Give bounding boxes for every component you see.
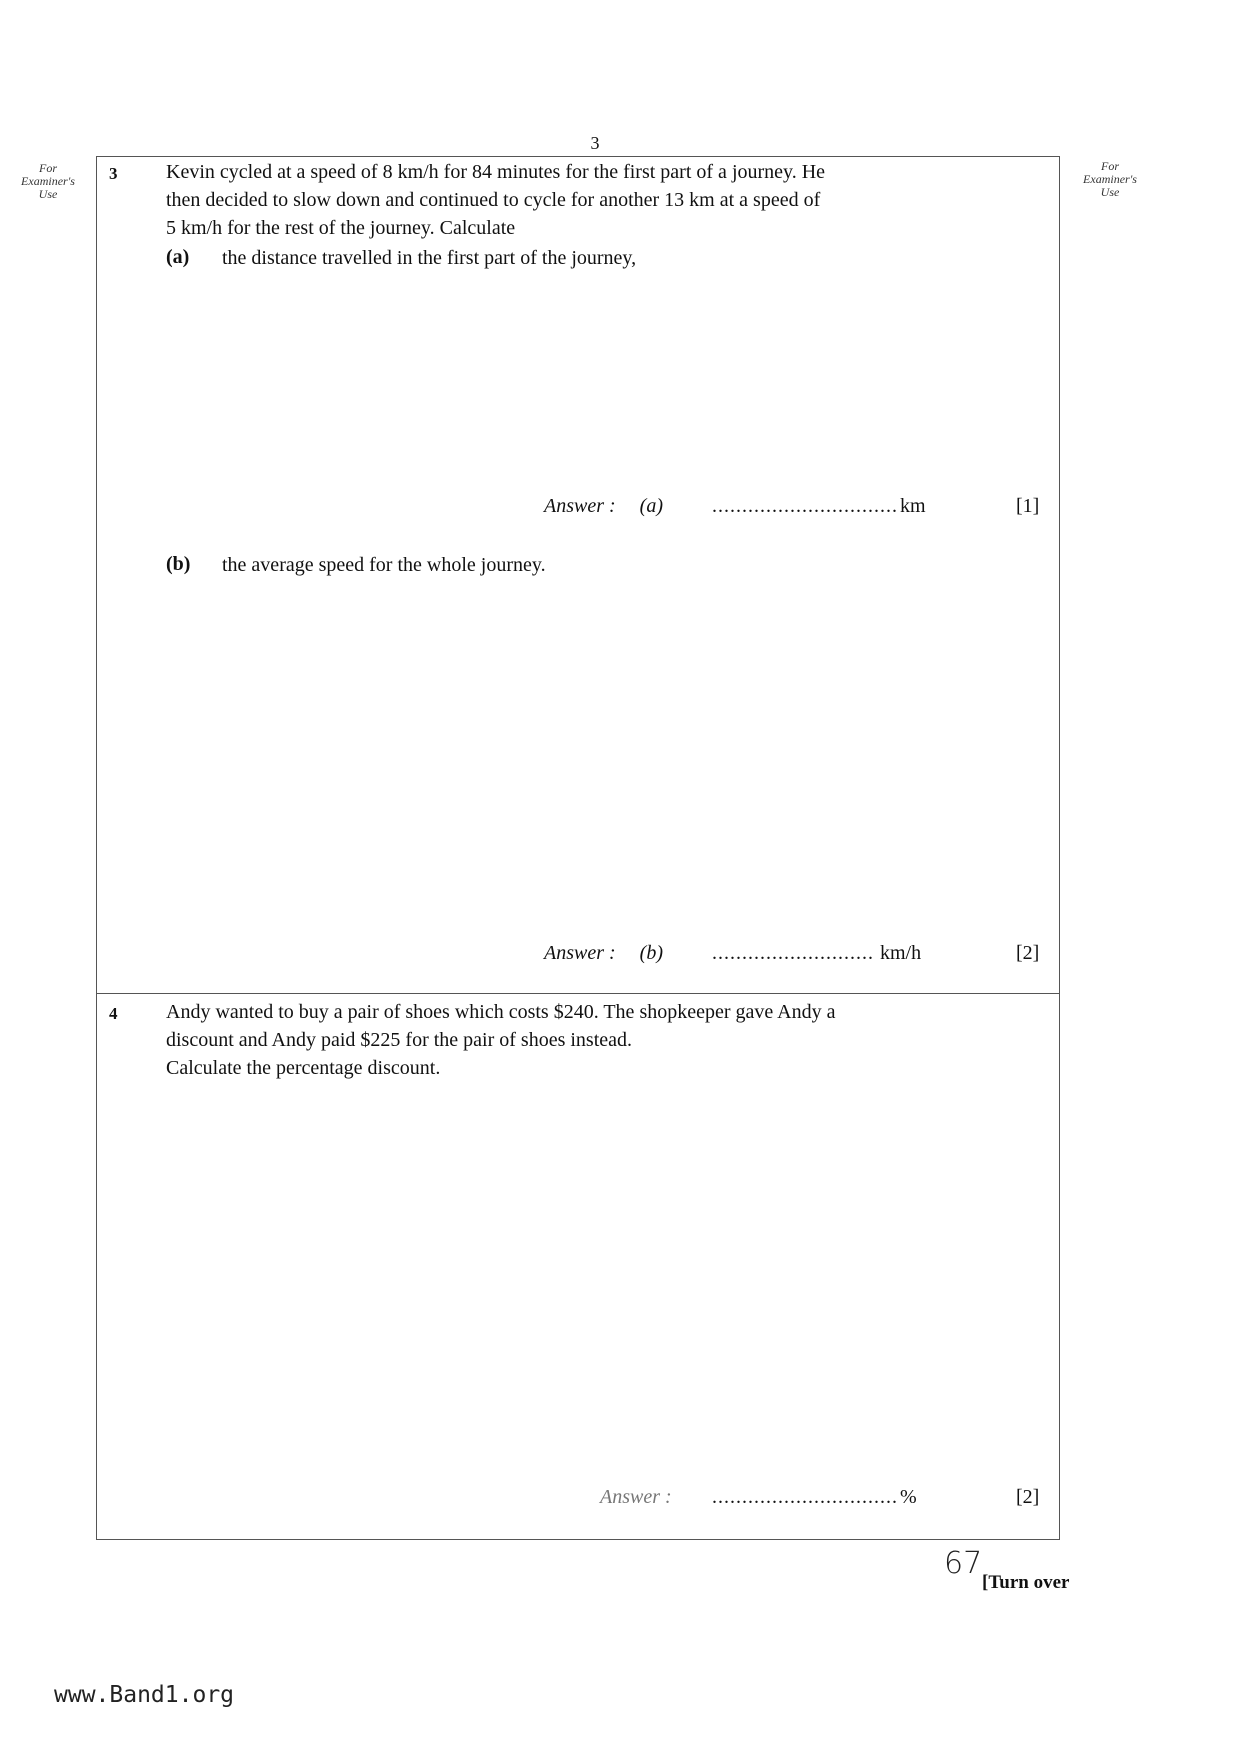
question-4-line: discount and Andy paid $225 for the pair of shoes instead. bbox=[166, 1029, 633, 1051]
page-number: 3 bbox=[590, 133, 600, 153]
margin-label-line: Use bbox=[38, 187, 58, 201]
answer-b-field[interactable] bbox=[712, 942, 921, 965]
marks-a: [1] bbox=[1016, 495, 1040, 517]
answer-b-row bbox=[544, 942, 663, 965]
question-4-number: 4 bbox=[109, 1004, 118, 1023]
margin-label-line: Examiner's bbox=[21, 174, 75, 188]
answer-part-label: (b) bbox=[639, 942, 663, 964]
answer-dots: ............................... bbox=[712, 1486, 898, 1508]
answer-label: Answer : bbox=[544, 495, 616, 517]
answer-unit: % bbox=[900, 1486, 917, 1508]
answer-dots: ............................... bbox=[712, 495, 898, 517]
turn-over-note: [Turn over bbox=[982, 1572, 1070, 1593]
question-3-line: 5 km/h for the rest of the journey. Calculate bbox=[166, 217, 516, 239]
margin-label-line: For bbox=[1101, 159, 1119, 173]
question-frame bbox=[96, 156, 1060, 1540]
handwritten-total: 67 bbox=[944, 1546, 983, 1581]
answer-unit: km bbox=[900, 495, 926, 517]
answer-4-row bbox=[600, 1486, 672, 1509]
question-3-line: Kevin cycled at a speed of 8 km/h for 84 minutes for the first part of a journey. He bbox=[166, 161, 826, 183]
question-3-line: then decided to slow down and continued to cycle for another 13 km at a speed of bbox=[166, 189, 821, 211]
answer-part-label: (a) bbox=[639, 495, 663, 517]
question-4-line: Calculate the percentage discount. bbox=[166, 1057, 441, 1079]
answer-4-field[interactable] bbox=[712, 1486, 917, 1509]
answer-label: Answer : bbox=[544, 942, 616, 964]
answer-a-field[interactable] bbox=[712, 495, 926, 518]
question-4-text bbox=[166, 998, 1026, 1082]
part-a-label: (a) bbox=[166, 246, 190, 268]
answer-a-row bbox=[544, 495, 663, 518]
margin-label-line: For bbox=[39, 161, 57, 175]
question-3-number: 3 bbox=[109, 164, 118, 183]
marks-4: [2] bbox=[1016, 1486, 1040, 1508]
answer-dots: ........................... bbox=[712, 942, 874, 964]
answer-label: Answer : bbox=[600, 1486, 672, 1508]
question-4-line: Andy wanted to buy a pair of shoes which costs $240. The shopkeeper gave Andy a bbox=[166, 1001, 836, 1023]
marks-b: [2] bbox=[1016, 942, 1040, 964]
part-a-text: the distance travelled in the first part of the journey, bbox=[222, 247, 637, 269]
part-b-text: the average speed for the whole journey. bbox=[222, 554, 546, 576]
answer-unit: km/h bbox=[880, 942, 922, 964]
part-b-label: (b) bbox=[166, 553, 191, 575]
margin-label-line: Examiner's bbox=[1083, 172, 1137, 186]
examiner-use-label-left bbox=[8, 162, 88, 201]
footer-url[interactable]: www.Band1.org bbox=[54, 1682, 235, 1708]
question-3-text bbox=[166, 158, 1026, 242]
question-separator bbox=[96, 993, 1060, 994]
examiner-use-label-right bbox=[1068, 160, 1152, 199]
margin-label-line: Use bbox=[1100, 185, 1120, 199]
